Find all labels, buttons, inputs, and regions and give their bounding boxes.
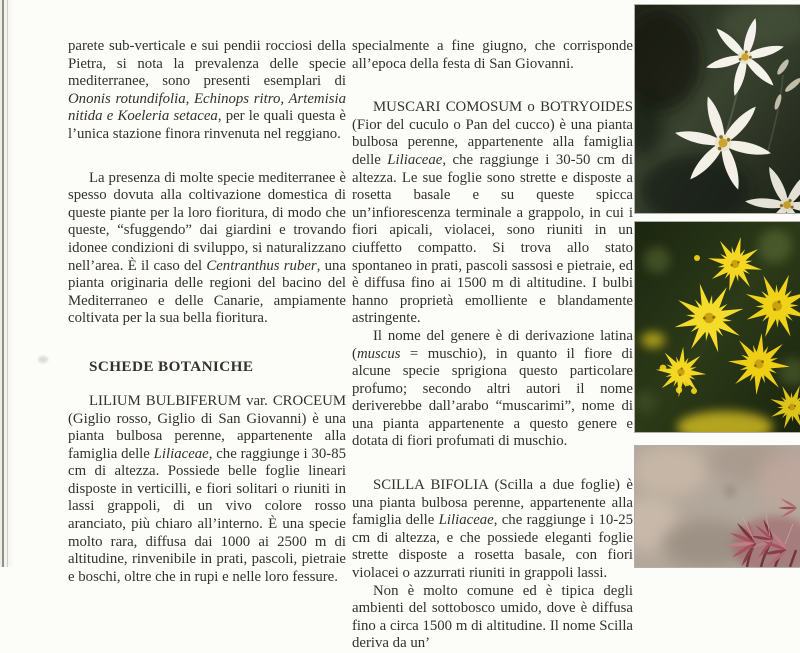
- text-run: specialmente a fine giugno, che corrisponde all’epoca della festa di San Giovanni.: [352, 38, 633, 72]
- white-star-flowers-image: [635, 5, 800, 213]
- text-run: Non è molto comune ed è tipica degli ambienti del sottobosco umido, dove è diffusa fino a circa 1500 m di altitudine. Il nome Scilla deriva da un’: [352, 582, 633, 652]
- photo-yellow-star-flowers: [635, 222, 800, 432]
- paragraph-festa-san-giovanni: [352, 38, 633, 73]
- text-run: parete sub-verticale e sui pendii rocciosi della Pietra, si nota la prevalenza delle specie mediterranee, sono presenti esemplari di: [68, 38, 346, 90]
- page-edge-line-light: [7, 0, 8, 567]
- text-run: , che raggiunge i 30-50 cm di altezza. Le sue foglie sono strette e disposte a rosetta basale e su queste spicca un’infiorescenza terminale a grappolo, in cui i fiori apicali, violacei, sono riuniti in un ciuffetto compatto. Si trova allo stato spontaneo in prati, pascoli sassosi e pietraie, ed è diffusa fino ai 1500 m di altitudine. I bulbi hanno proprietà emolliente e blandamente astringente.: [352, 151, 633, 327]
- right-text-column: [352, 38, 633, 653]
- text-run: Il nome del genere è di derivazione latina (: [352, 327, 633, 362]
- heading-schede-botaniche: [68, 358, 346, 376]
- paragraph-muscari-etimologia: [352, 328, 633, 451]
- species-name-italic: Ononis rotundifolia, Echinops ritro, Artemisia nitida e Koeleria setacea: [68, 90, 346, 125]
- species-name-italic: Liliaceae: [438, 512, 494, 529]
- species-name-italic: Centranthus ruber: [206, 257, 317, 274]
- pink-houseleek-flowers-image: [635, 446, 800, 567]
- paragraph-coltivazione-domestica: [68, 170, 346, 328]
- species-name-italic: Liliaceae: [153, 445, 209, 462]
- text-run: La presenza di molte specie mediterranee è spesso dovuta alla coltivazione domestica di queste piante per la loro fioritura, di modo che queste, “sfuggendo” dai giardini e trovando idonee condizioni di sviluppo, si naturalizzano nell’area. È il caso del: [68, 169, 346, 274]
- page-edge-line: [2, 0, 4, 567]
- text-run: , che raggiunge i 10-25 cm di altezza, e che possiede eleganti foglie strette disposte a rosetta basale, con fiori violacei o azzurrati riuniti in grappoli lassi.: [352, 512, 633, 582]
- text-run: SCHEDE BOTANICHE: [89, 357, 254, 375]
- species-name-italic: Liliaceae: [387, 151, 443, 168]
- paragraph-pietra-mediterranee: [68, 38, 346, 144]
- scan-smudge: [38, 356, 48, 363]
- text-run: , una pianta originaria delle regioni del bacino del Mediterraneo e delle Canarie, ampiamente coltivata per la sua bella fioritura.: [68, 257, 347, 327]
- text-run: SCILLA BIFOLIA (Scilla a due foglie) è una pianta bulbosa perenne, appartenente alla famiglia delle: [352, 477, 633, 529]
- text-run: , che raggiunge i 30-85 cm di altezza. Possiede belle foglie lineari disposte in verticilli, e fiori solitari o riuniti in lassi grappoli, di un vivo colore rosso aranciato, più chiaro all’interno. È una specie molto rara, diffusa dai 1000 ai 2500 m di altitudine, rinvenibile in prati, pascoli, pietraie e boschi, oltre che in rupi e nelle loro fessure.: [68, 445, 346, 585]
- paragraph-lilium-bulbiferum: [68, 393, 346, 587]
- photo-white-star-flowers: [635, 5, 800, 213]
- text-run: = muschio), in quanto il fiore di alcune specie sprigiona questo particolare profumo; secondo altri autori il nome deriverebbe dall’arabo “muscarimi”, nome di una pianta appartenente a questo genere e dotata di fiori profumati di muschio.: [352, 345, 633, 450]
- yellow-star-flowers-image: [635, 222, 800, 432]
- left-text-column: [68, 38, 346, 586]
- text-run: LILIUM BULBIFERUM var. CROCEUM (Giglio rosso, Giglio di San Giovanni) è una pianta bulbosa perenne, appartenente alla famiglia delle: [68, 392, 346, 462]
- species-name-italic: muscus: [356, 345, 401, 362]
- paragraph-muscari-comosum: [352, 99, 633, 328]
- paragraph-scilla-habitat: [352, 583, 633, 653]
- photo-pink-houseleek-flowers: [635, 446, 800, 567]
- text-run: MUSCARI COMOSUM o BOTRYOIDES (Fior del cuculo o Pan del cucco) è una pianta bulbosa perenne, appartenente alla famiglia delle: [352, 99, 633, 168]
- text-run: , per le quali questa è l’unica stazione finora rinvenuta nel reggiano.: [68, 108, 346, 142]
